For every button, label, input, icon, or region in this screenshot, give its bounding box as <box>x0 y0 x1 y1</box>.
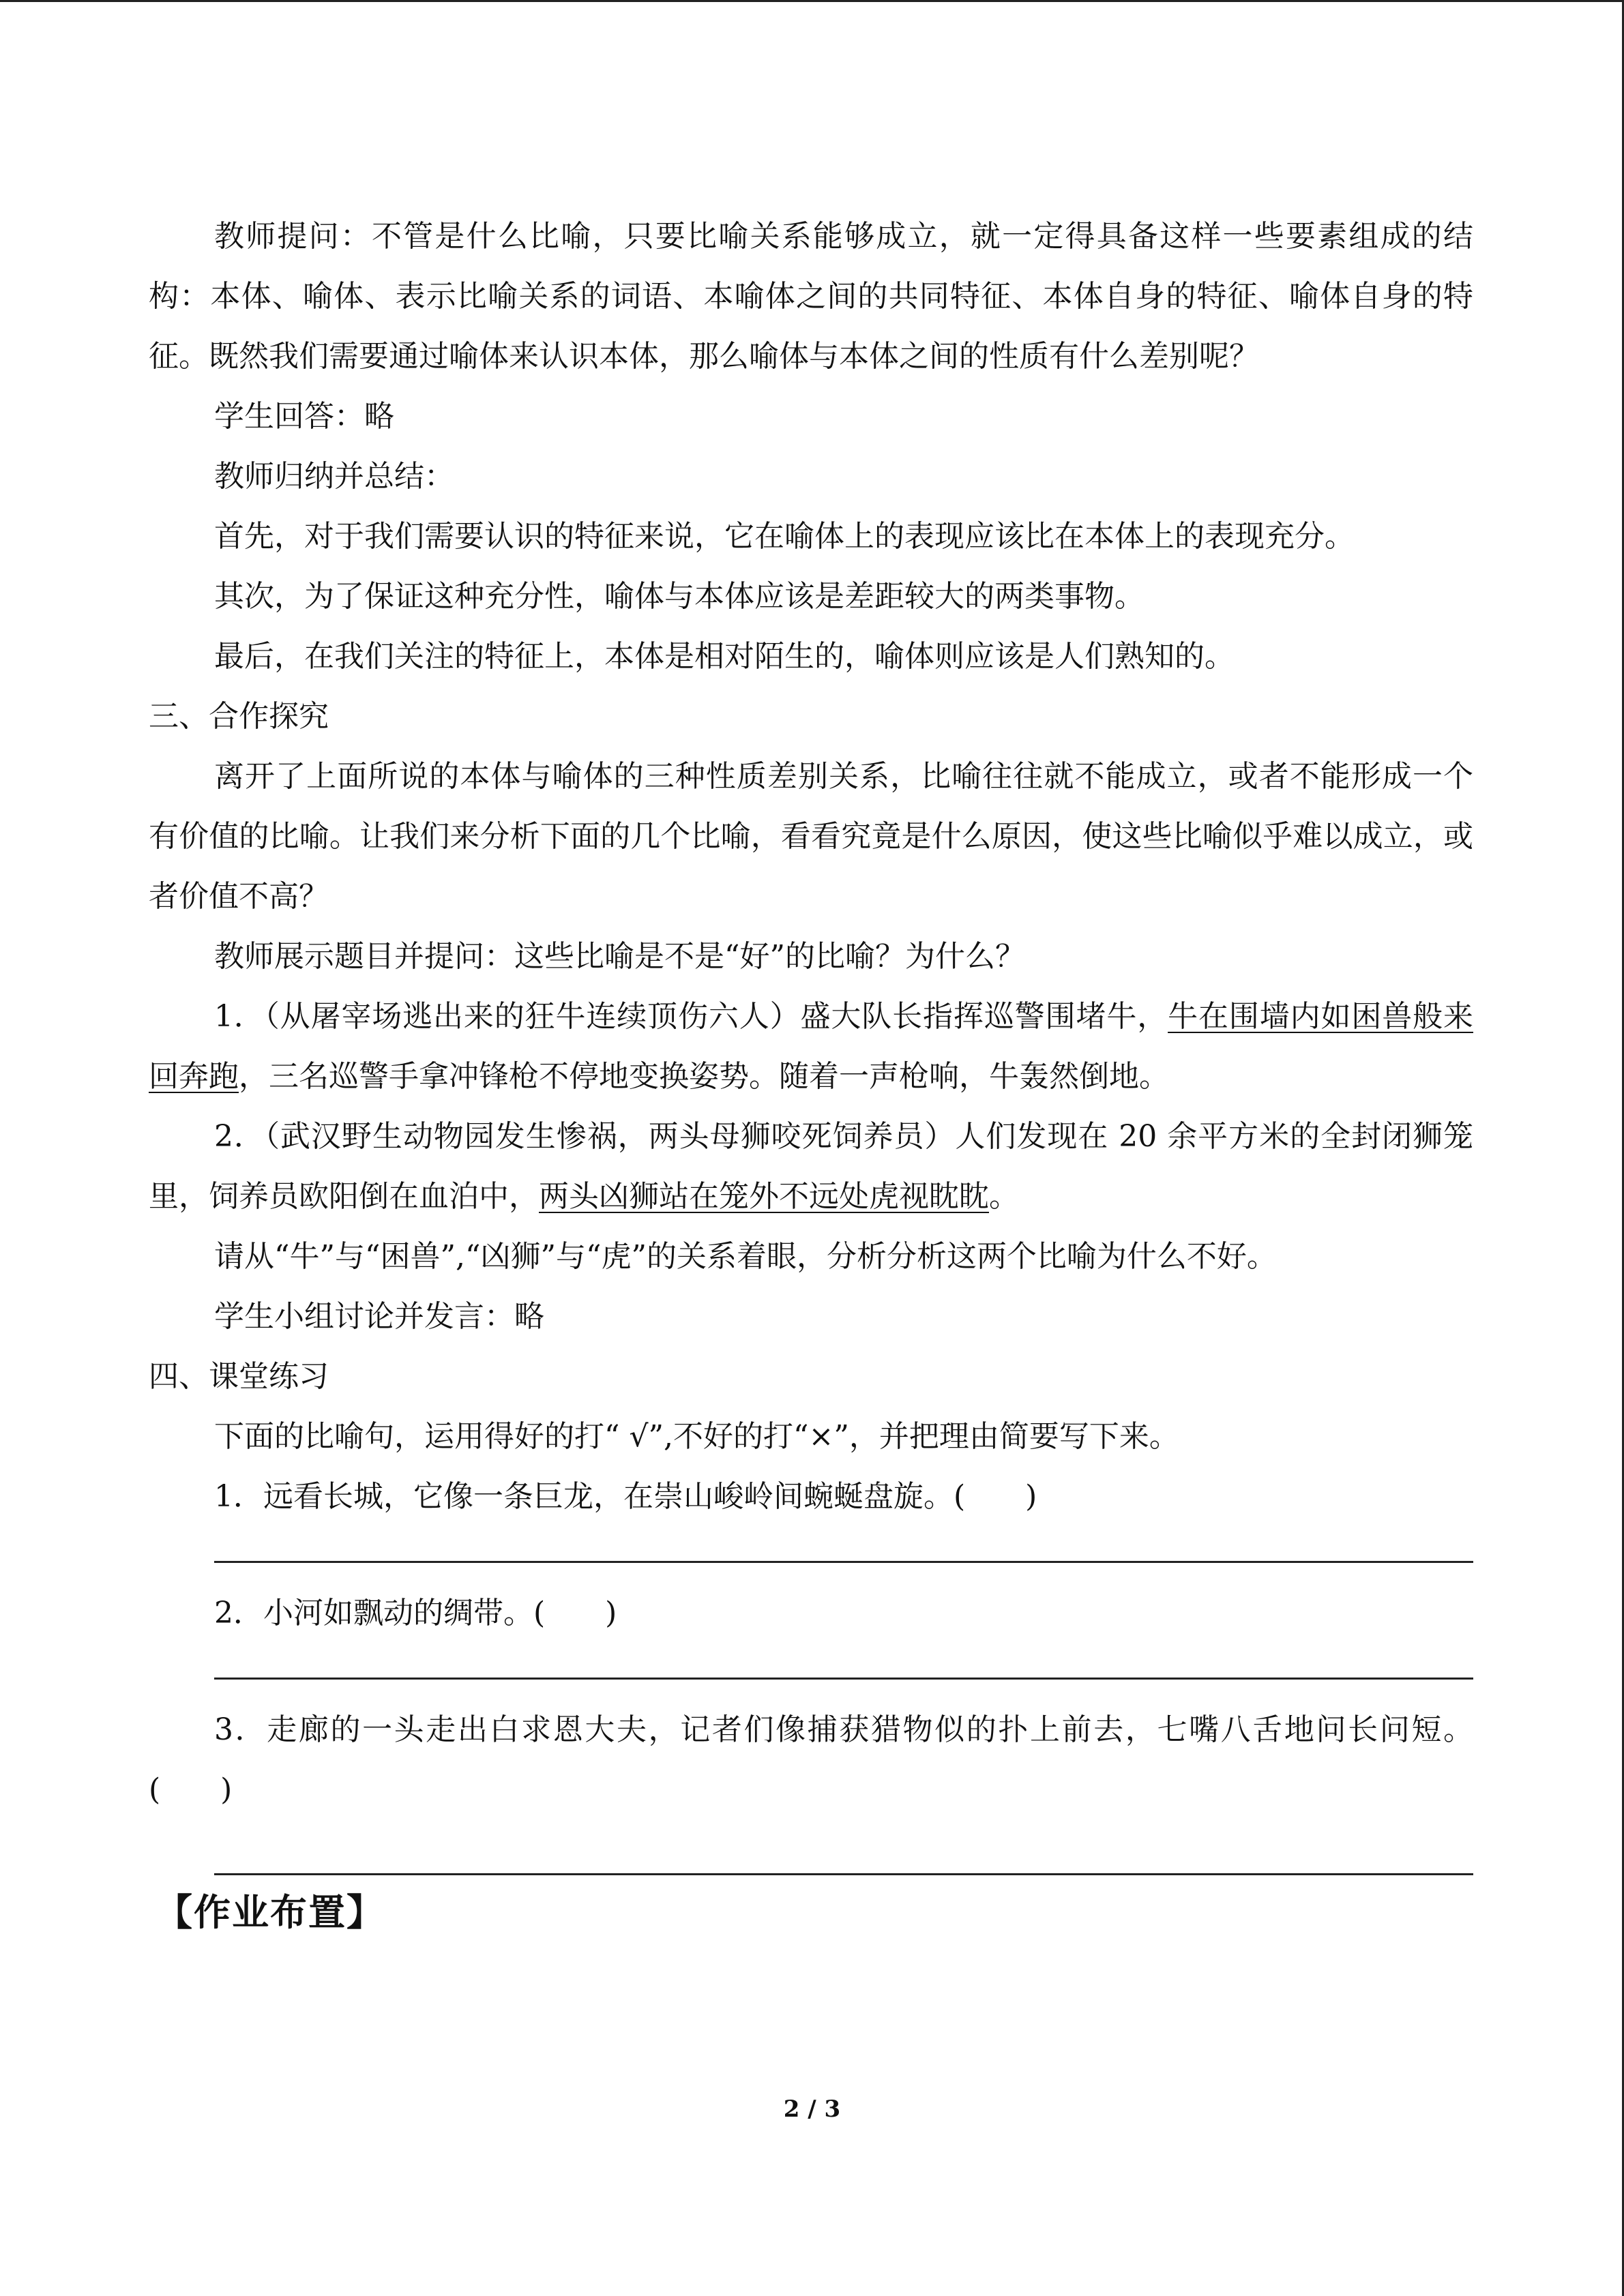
inquiry-intro-paragraph: 离开了上面所说的本体与喻体的三种性质差别关系，比喻往往就不能成立，或者不能形成一个有价值的比喻。让我们来分析下面的几个比喻，看看究竟是什么原因，使这些比喻似乎难以成立，或者价值不高？ <box>149 759 1473 914</box>
summary-last-paragraph: 最后，在我们关注的特征上，本体是相对陌生的，喻体则应该是人们熟知的。 <box>214 639 1235 674</box>
exercise-instructions: 下面的比喻句，运用得好的打“ √”,不好的打“×”，并把理由简要写下来。 <box>214 1419 1179 1454</box>
example-1-text-start: 1．（从屠宰场逃出来的狂牛连续顶伤六人）盛大队长指挥巡警围堵牛， <box>214 999 1168 1034</box>
section-heading-class-exercise: 四、课堂练习 <box>149 1359 329 1394</box>
student-answer-paragraph: 学生回答：略 <box>214 399 394 434</box>
example-2-text-end: 。 <box>989 1179 1019 1214</box>
summary-second-paragraph: 其次，为了保证这种充分性，喻体与本体应该是差距较大的两类事物。 <box>214 579 1145 614</box>
teacher-prompt-paragraph: 教师展示题目并提问：这些比喻是不是“好”的比喻？为什么？ <box>214 939 1025 974</box>
example-2-paragraph <box>149 1107 1473 1227</box>
answer-line-3[interactable] <box>214 1873 1473 1875</box>
example-1-paragraph <box>149 987 1473 1107</box>
section-heading-cooperative-inquiry: 三、合作探究 <box>149 699 329 734</box>
document-body <box>149 207 1473 1943</box>
group-discussion-paragraph: 学生小组讨论并发言：略 <box>214 1299 544 1334</box>
summary-first-paragraph: 首先，对于我们需要认识的特征来说，它在喻体上的表现应该比在本体上的表现充分。 <box>214 519 1355 554</box>
exercise-question-2: 2．小河如飘动的绸带。( ) <box>214 1596 617 1630</box>
example-1-text-end: ，三名巡警手拿冲锋枪不停地变换姿势。随着一声枪响，牛轰然倒地。 <box>239 1059 1169 1094</box>
page-number: 2 / 3 <box>783 2096 841 2123</box>
example-2-text-start: 2．（武汉野生动物园发生惨祸，两头母狮咬死饲养员）人们发现在 20 余平方米的全封闭狮笼里，饲养员欧阳倒在血泊中， <box>149 1119 1473 1214</box>
exercise-question-3: 3．走廊的一头走出白求恩大夫，记者们像捕获猎物似的扑上前去，七嘴八舌地问长问短。( ) <box>149 1712 1473 1807</box>
example-2-underlined-simile: 两头凶狮站在笼外不远处虎视眈眈 <box>539 1179 989 1214</box>
teacher-summary-paragraph: 教师归纳并总结： <box>214 459 454 494</box>
exercise-question-1: 1．远看长城，它像一条巨龙，在崇山峻岭间蜿蜒盘旋。( ) <box>214 1479 1037 1514</box>
homework-heading: 【作业布置】 <box>156 1891 385 1934</box>
teacher-question-paragraph: 教师提问：不管是什么比喻，只要比喻关系能够成立，就一定得具备这样一些要素组成的结构：本体、喻体、表示比喻关系的词语、本喻体之间的共同特征、本体自身的特征、喻体自身的特征。既然我们需要通过喻体来认识本体，那么喻体与本体之间的性质有什么差别呢？ <box>149 219 1473 374</box>
example-1-underlined-simile: 牛在围墙内如困兽般来回奔跑 <box>149 999 1473 1094</box>
analysis-prompt-paragraph: 请从“牛”与“困兽”,“凶狮”与“虎”的关系着眼，分析分析这两个比喻为什么不好。 <box>214 1239 1277 1274</box>
